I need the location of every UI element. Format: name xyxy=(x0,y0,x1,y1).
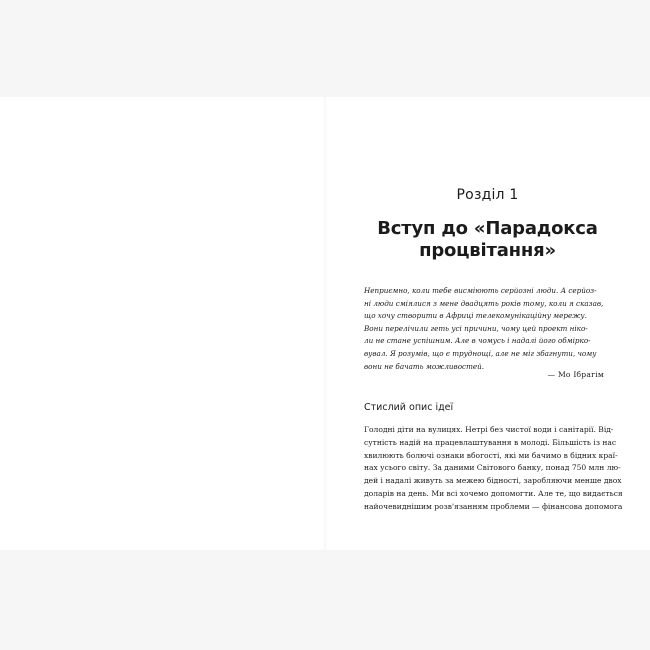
epigraph-line: Вони перелічили геть усі причини, чому цей проект ніко- xyxy=(364,323,588,333)
body-line: доларів на день. Ми всі хочемо допомогти. Але те, що видається xyxy=(364,488,623,498)
epigraph-line: вувал. Я розумів, що є труднощі, але не міг збагнути, чому xyxy=(364,348,597,358)
chapter-title-line: Вступ до «Парадокса xyxy=(377,218,598,239)
body-line: Голодні діти на вулицях. Нетрі без чистої води і санітарії. Від- xyxy=(364,425,614,434)
body-line: хвилюють болючі ознаки вбогості, які ми бачимо в бідних краї- xyxy=(364,450,618,460)
section-heading: Стислий опис ідеї xyxy=(364,402,454,413)
body-line: сутність надій на працевлаштування в молоді. Більшість із нас xyxy=(364,437,617,447)
body-paragraph xyxy=(364,424,628,514)
body-line: нах усього світу. За даними Світового банку, понад 750 млн лю- xyxy=(364,463,621,473)
book-spread xyxy=(0,97,650,550)
chapter-title-line: процвітання» xyxy=(419,240,556,261)
right-page xyxy=(325,97,650,550)
epigraph-line: ні люди сміялися з мене двадцять років тому, коли я сказав, xyxy=(364,298,604,308)
chapter-title xyxy=(325,218,650,262)
epigraph-line: Неприємно, коли тебе висміюють серйозні люди. А серйоз- xyxy=(364,286,597,295)
chapter-number: Розділ 1 xyxy=(456,187,519,203)
body-line: дей і надалі живуть за межею бідності, заробляючи менше двох xyxy=(364,476,622,486)
epigraph-line: що хочу створити в Африці телекомунікаційну мережу. xyxy=(364,311,587,321)
left-page xyxy=(0,97,325,550)
epigraph xyxy=(364,285,628,373)
epigraph-line: вони не бачать можливостей. xyxy=(364,361,485,371)
body-line: найочевиднішим розв'язанням проблеми — фінансова допомога xyxy=(364,501,623,511)
epigraph-line: ли не стане успішним. Але в чомусь і надалі його обмірко- xyxy=(364,336,591,346)
epigraph-attribution: — Мо Ібрагім xyxy=(547,370,604,379)
